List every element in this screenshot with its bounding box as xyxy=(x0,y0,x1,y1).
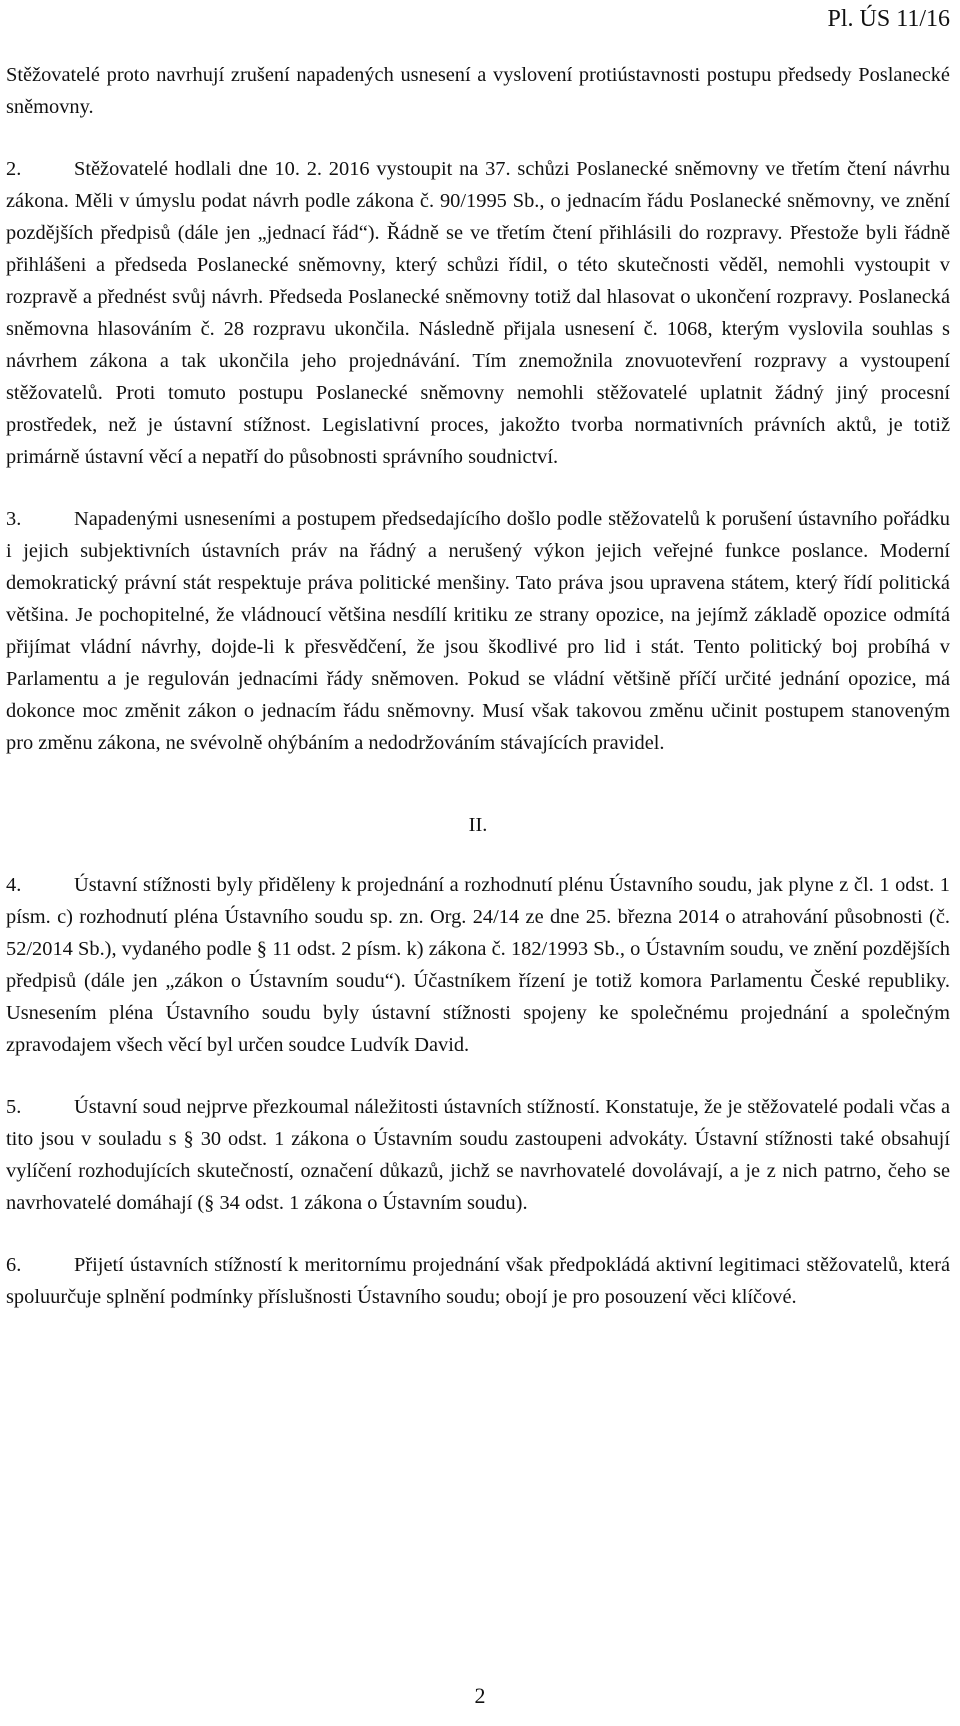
paragraph-4 xyxy=(6,869,950,1061)
paragraph-number: 5. xyxy=(6,1096,22,1118)
paragraph-3 xyxy=(6,503,950,759)
paragraph-number: 4. xyxy=(6,874,22,896)
case-reference: Pl. ÚS 11/16 xyxy=(827,6,950,32)
paragraph-text: Stěžovatelé hodlali dne 10. 2. 2016 vystoupit na 37. schůzi Poslanecké sněmovny ve třetím čtení návrhu zákona. Měli v úmyslu podat návrh podle zákona č. 90/1995 Sb., o jednacím řádu Poslanecké sněmovny, ve znění pozdějších předpisů (dále jen „jednací řád“). Řádně se ve třetím čtení přihlásili do rozpravy. Přestože byli řádně přihlášeni a předseda Poslanecké sněmovny, který schůzi řídil, o této skutečnosti věděl, nemohli vystoupit v rozpravě a přednést svůj návrh. Předseda Poslanecké sněmovny totiž dal hlasovat o ukončení rozpravy. Poslanecká sněmovna hlasováním č. 28 rozpravu ukončila. Následně přijala usnesení č. 1068, kterým vyslovila souhlas s návrhem zákona a tak ukončila jeho projednávání. Tím znemožnila znovuotevření rozpravy a vystoupení stěžovatelů. Proti tomuto postupu Poslanecké sněmovny nemohli stěžovatelé uplatnit žádný jiný procesní prostředek, než je ústavní stížnost. Legislativní proces, jakožto tvorba normativních právních aktů, je totiž primárně ústavní věcí a nepatří do působnosti správního soudnictví. xyxy=(6,158,950,468)
paragraph-intro xyxy=(6,59,950,123)
paragraph-6 xyxy=(6,1249,950,1313)
paragraph-text: Ústavní soud nejprve přezkoumal náležitosti ústavních stížností. Konstatuje, že je stěžovatelé podali včas a tito jsou v souladu s § 30 odst. 1 zákona o Ústavním soudu zastoupeni advokáty. Ústavní stížnosti také obsahují vylíčení rozhodujících skutečností, označení důkazů, jichž se navrhovatelé dovolávají, a je z nich patrno, čeho se navrhovatelé domáhají (§ 34 odst. 1 zákona o Ústavním soudu). xyxy=(6,1096,950,1214)
paragraph-text: Napadenými usneseními a postupem předsedajícího došlo podle stěžovatelů k porušení ústavního pořádku i jejich subjektivních ústavních práv na řádný a nerušený výkon jejich veřejné funkce poslance. Moderní demokratický právní stát respektuje práva politické menšiny. Tato práva jsou upravena státem, který řídí politická většina. Je pochopitelné, že vládnoucí většina nesdílí kritiku ze strany opozice, na jejímž základě opozice odmítá přijímat vládní návrhy, dojde-li k přesvědčení, že jsou škodlivé pro lid i stát. Tento politický boj probíhá v Parlamentu a je regulován jednacími řády sněmoven. Pokud se vládní většině příčí určité jednání opozice, má dokonce moc změnit zákon o jednacím řádu sněmovny. Musí však takovou změnu učinit postupem stanoveným pro změnu zákona, ne svévolně ohýbáním a nedodržováním stávajících pravidel. xyxy=(6,508,950,754)
paragraph-number: 6. xyxy=(6,1254,22,1276)
paragraph-number: 3. xyxy=(6,508,22,530)
paragraph-text: Ústavní stížnosti byly přiděleny k projednání a rozhodnutí plénu Ústavního soudu, jak plyne z čl. 1 odst. 1 písm. c) rozhodnutí pléna Ústavního soudu sp. zn. Org. 24/14 ze dne 25. března 2014 o atrahování působnosti (č. 52/2014 Sb.), vydaného podle § 11 odst. 2 písm. k) zákona č. 182/1993 Sb., o Ústavním soudu, ve znění pozdějších předpisů (dále jen „zákon o Ústavním soudu“). Účastníkem řízení je totiž komora Parlamentu České republiky. Usnesením pléna Ústavního soudu byly ústavní stížnosti spojeny ke společnému projednání a společným zpravodajem všech věcí byl určen soudce Ludvík David. xyxy=(6,874,950,1056)
document-body xyxy=(6,59,950,1313)
paragraph-2 xyxy=(6,153,950,473)
paragraph-text: Přijetí ústavních stížností k meritornímu projednání však předpokládá aktivní legitimaci stěžovatelů, která spoluurčuje splnění podmínky příslušnosti Ústavního soudu; obojí je pro posouzení věci klíčové. xyxy=(6,1254,950,1308)
paragraph-number: 2. xyxy=(6,158,22,180)
page-number: 2 xyxy=(474,1683,486,1708)
paragraph-5 xyxy=(6,1091,950,1219)
section-heading: II. xyxy=(468,814,488,836)
paragraph-text: Stěžovatelé proto navrhují zrušení napadených usnesení a vyslovení protiústavnosti postupu předsedy Poslanecké sněmovny. xyxy=(6,64,950,118)
